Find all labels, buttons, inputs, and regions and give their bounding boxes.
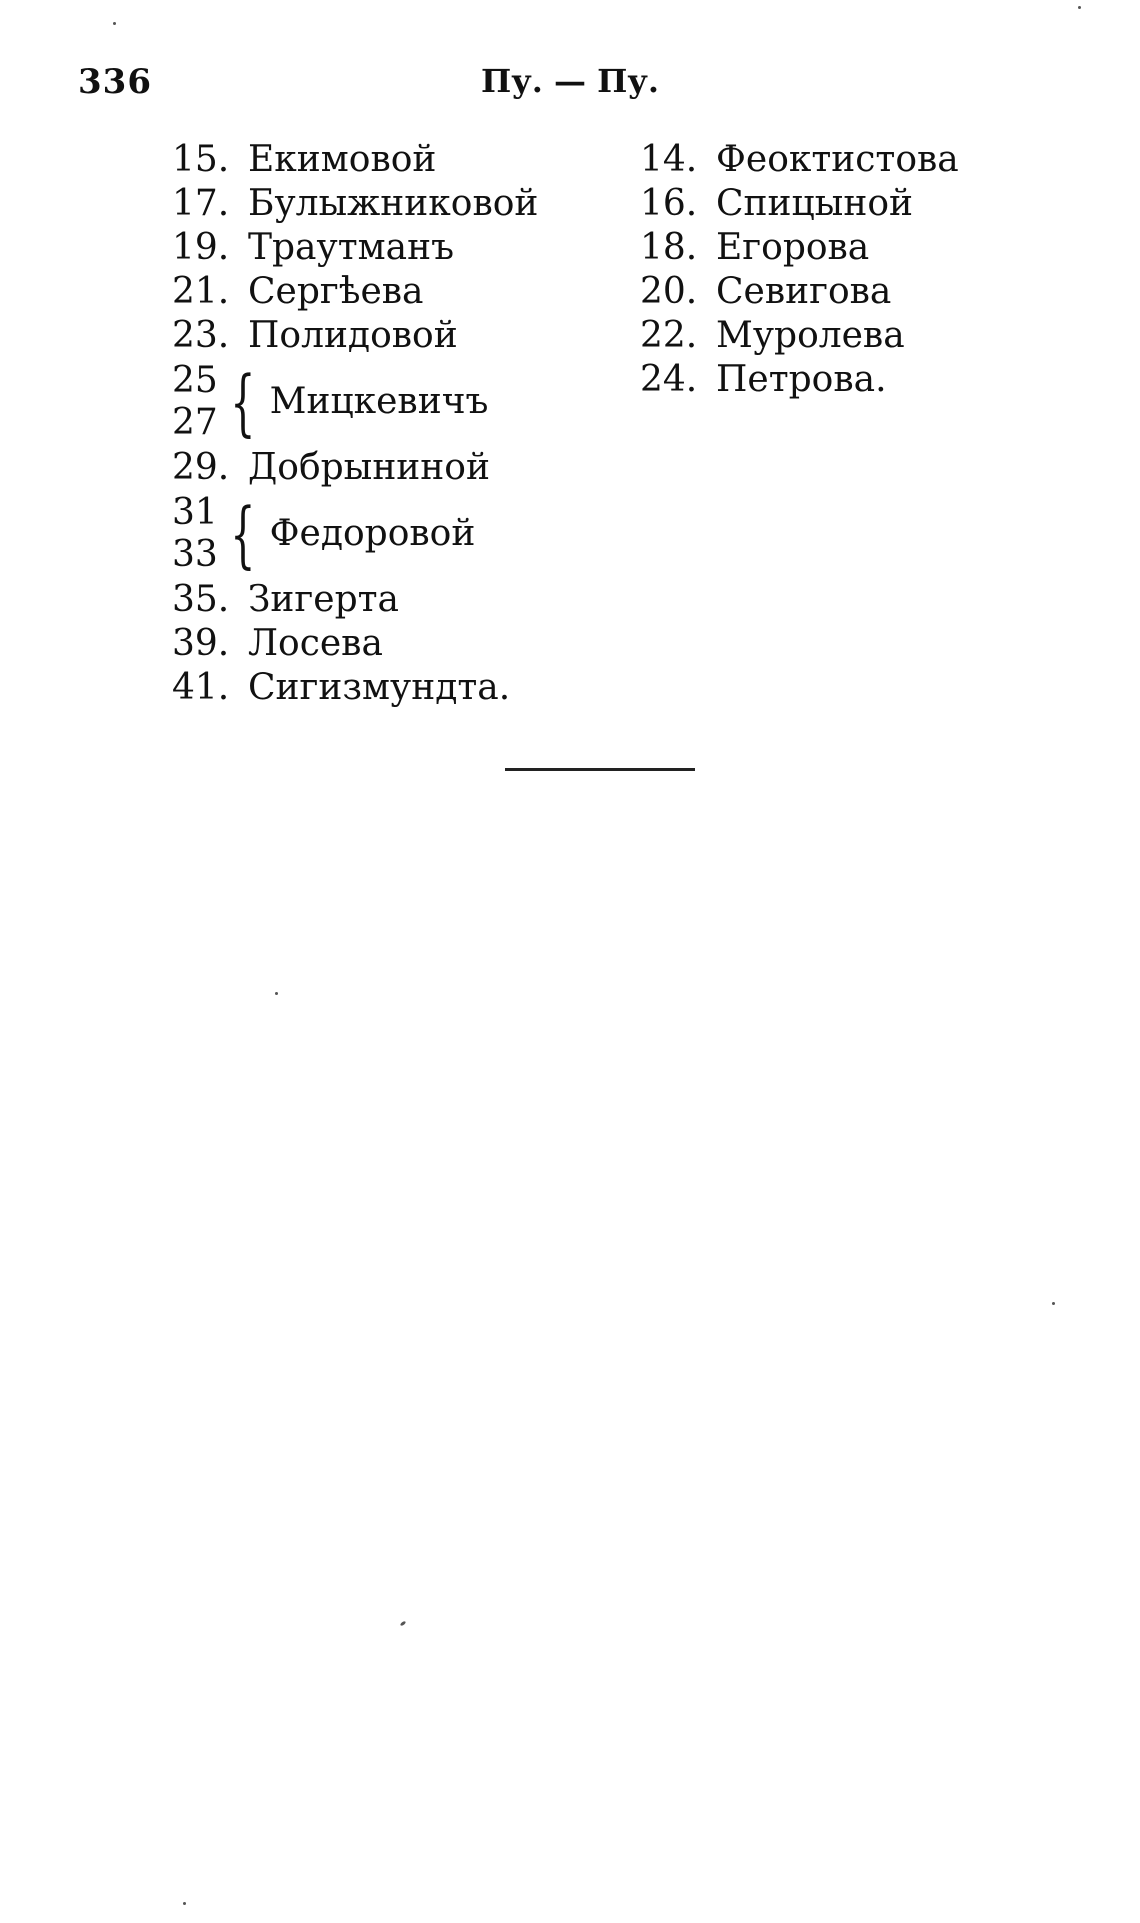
house-number: 15. xyxy=(172,139,230,180)
owner-name: Лосева xyxy=(248,623,383,664)
house-number: 35. xyxy=(172,579,230,620)
list-item xyxy=(172,578,538,622)
list-item xyxy=(172,226,538,270)
house-number: 39. xyxy=(172,623,230,664)
house-number: 33 xyxy=(172,534,218,575)
curly-brace-icon: { xyxy=(230,492,256,576)
house-number: 18. xyxy=(640,227,698,268)
house-number: 20. xyxy=(640,271,698,312)
scan-speck xyxy=(275,992,278,995)
list-item xyxy=(172,182,538,226)
owner-name: Петрова. xyxy=(716,359,887,400)
owner-name: Муролева xyxy=(716,315,905,356)
house-number: 17. xyxy=(172,183,230,224)
owner-name: Екимовой xyxy=(248,139,437,180)
curly-brace-icon: { xyxy=(230,360,256,444)
house-number: 25 xyxy=(172,360,218,401)
list-item xyxy=(640,226,959,270)
list-item xyxy=(172,666,538,710)
list-item xyxy=(640,270,959,314)
owner-name: Зигерта xyxy=(248,579,400,620)
list-item xyxy=(640,314,959,358)
house-number: 16. xyxy=(640,183,698,224)
house-number: 22. xyxy=(640,315,698,356)
page-number: 336 xyxy=(78,62,152,102)
owner-name: Полидовой xyxy=(248,315,458,356)
list-item xyxy=(172,314,538,358)
owner-name: Феоктистова xyxy=(716,139,959,180)
house-number: 31 xyxy=(172,492,218,533)
list-item xyxy=(172,446,538,490)
house-number: 14. xyxy=(640,139,698,180)
scan-speck xyxy=(113,22,116,25)
list-item xyxy=(172,622,538,666)
list-item xyxy=(640,358,959,402)
owner-name: Добрыниной xyxy=(248,447,490,488)
owner-name: Траутманъ xyxy=(248,227,454,268)
owner-name: Сергѣева xyxy=(248,271,424,312)
house-number: 27 xyxy=(172,402,218,443)
house-number: 23. xyxy=(172,315,230,356)
section-divider xyxy=(505,768,695,771)
house-number: 19. xyxy=(172,227,230,268)
owner-name: Сигизмундта. xyxy=(248,667,511,708)
house-number: 24. xyxy=(640,359,698,400)
scan-speck xyxy=(183,1902,186,1905)
owner-name: Спицыной xyxy=(716,183,913,224)
owner-name: Севигова xyxy=(716,271,892,312)
list-item xyxy=(172,138,538,182)
house-number: 41. xyxy=(172,667,230,708)
grouped-list-item xyxy=(172,490,538,578)
scan-speck xyxy=(1078,6,1081,9)
grouped-list-item xyxy=(172,358,538,446)
left-column xyxy=(172,138,538,710)
owner-name: Егорова xyxy=(716,227,870,268)
owner-name: Мицкевичъ xyxy=(269,381,489,422)
list-item xyxy=(172,270,538,314)
house-number: 29. xyxy=(172,447,230,488)
grouped-house-numbers xyxy=(172,492,218,576)
scan-speck xyxy=(400,1621,407,1627)
grouped-house-numbers xyxy=(172,360,218,444)
owner-name: Федоровой xyxy=(269,513,476,554)
right-column xyxy=(640,138,959,402)
list-item xyxy=(640,138,959,182)
house-number: 21. xyxy=(172,271,230,312)
scan-speck xyxy=(1052,1302,1055,1305)
list-item xyxy=(640,182,959,226)
owner-name: Булыжниковой xyxy=(248,183,539,224)
running-head: Пу. — Пу. xyxy=(481,62,659,100)
